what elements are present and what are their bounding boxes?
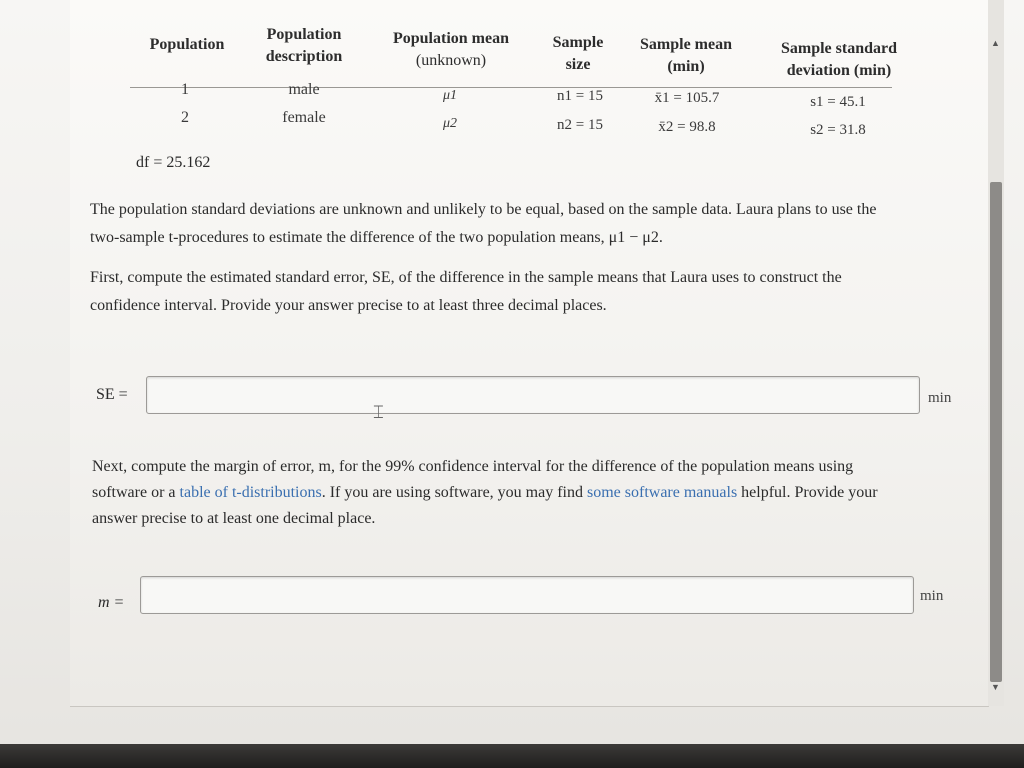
paragraph-intro: The population standard deviations are unknown and unlikely to be equal, based on the sample data. Laura plans to use the two-sample t-procedures to estimate the difference of the two population means, μ1 − μ2. xyxy=(90,201,877,246)
row1-sample-mean: x̄1 = 105.7 xyxy=(654,90,720,106)
row1-description: male xyxy=(288,81,320,98)
scroll-down-icon[interactable]: ▼ xyxy=(991,682,1000,692)
row1-sd: s1 = 45.1 xyxy=(810,94,866,110)
table-header-rule xyxy=(130,87,892,88)
software-manuals-link[interactable]: some software manuals xyxy=(586,484,738,501)
row1-size: n1 = 15 xyxy=(557,88,603,104)
scroll-up-icon[interactable]: ▲ xyxy=(991,38,1000,48)
paragraph-se-instructions: First, compute the estimated standard error, SE, of the difference in the sample means that Laura uses to construct the confidence interval. Provide your answer precise to at least three decimal places. xyxy=(90,269,842,314)
row2-description: female xyxy=(282,109,326,126)
t-distribution-table-link[interactable]: table of t-distributions xyxy=(179,484,322,501)
se-unit: min xyxy=(928,390,952,406)
header-sample-sd: Sample standard deviation (min) xyxy=(780,40,898,79)
text-cursor-icon: ⌶ xyxy=(373,402,384,422)
row2-population: 2 xyxy=(181,109,189,126)
row2-sd: s2 = 31.8 xyxy=(810,122,866,138)
header-population: Population xyxy=(149,36,225,53)
m-label: m = xyxy=(98,594,125,611)
row1-mean: μ1 xyxy=(442,88,458,103)
se-input[interactable] xyxy=(146,376,920,414)
vertical-scrollbar[interactable] xyxy=(988,0,1004,706)
paragraph-margin-instructions: Next, compute the margin of error, m, for the 99% confidence interval for the difference of the population means using software or a table of t-distributions. If you are using software, you may find some software manuals helpful. Provide your answer precise to at least one decimal place. xyxy=(92,458,878,527)
header-population-description: Population description xyxy=(265,26,343,65)
row2-sample-mean: x̄2 = 98.8 xyxy=(658,119,716,135)
m-input[interactable] xyxy=(140,576,914,614)
row1-population: 1 xyxy=(181,81,189,98)
header-sample-mean: Sample mean (min) xyxy=(640,36,732,75)
m-unit: min xyxy=(920,588,944,604)
scrollbar-thumb[interactable] xyxy=(990,182,1002,682)
header-population-mean: Population mean (unknown) xyxy=(392,30,509,69)
header-sample-size: Sample size xyxy=(552,34,604,73)
degrees-of-freedom: df = 25.162 xyxy=(136,154,211,171)
row2-size: n2 = 15 xyxy=(557,117,603,133)
se-label: SE = xyxy=(96,386,128,403)
screen-bezel xyxy=(0,744,1024,768)
row2-mean: μ2 xyxy=(442,116,458,131)
